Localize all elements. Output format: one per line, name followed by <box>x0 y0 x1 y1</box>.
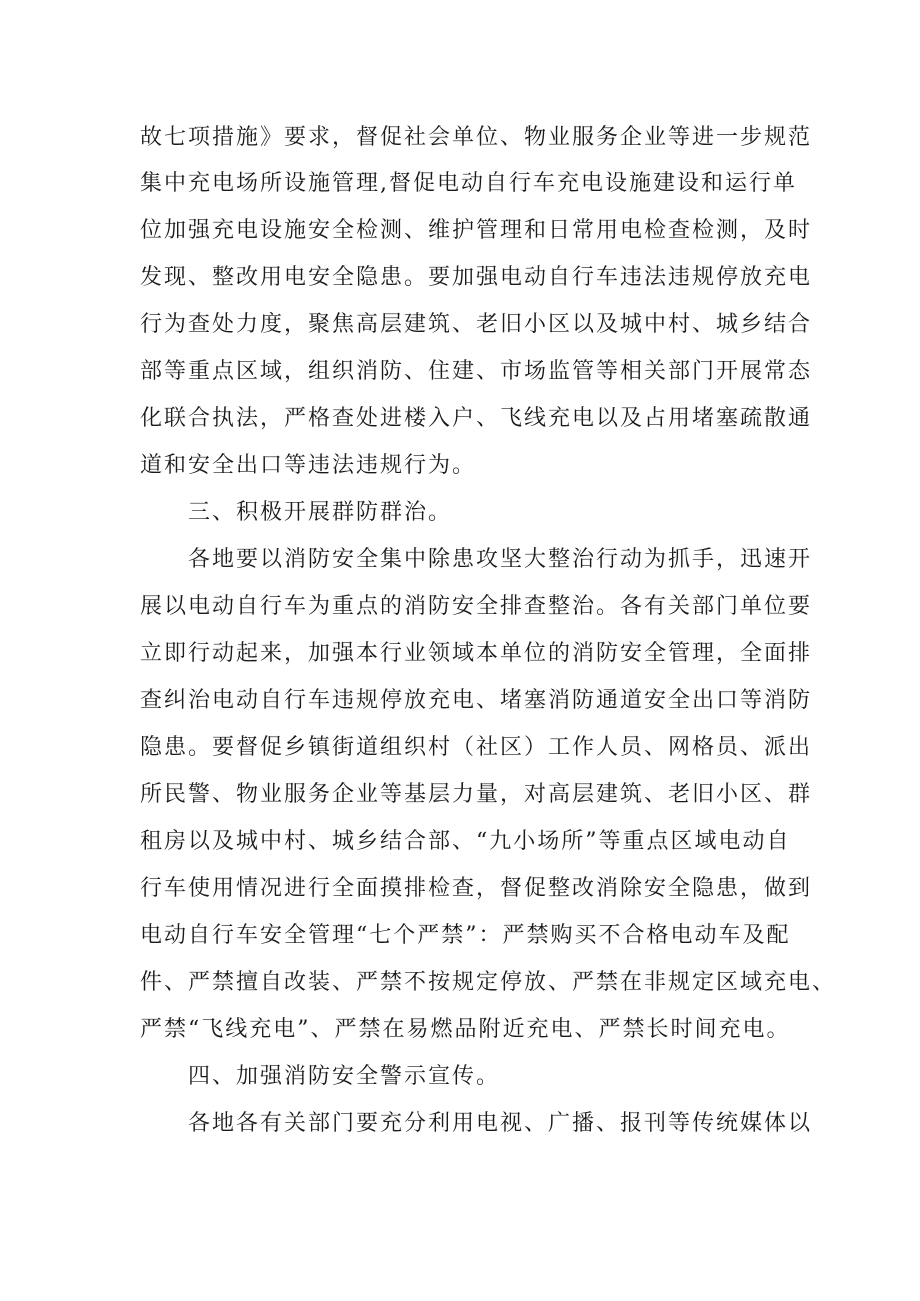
text-line: 租房以及城中村、城乡结合部、“九小场所”等重点区域电动自 <box>140 829 791 854</box>
text-line: 严禁“飞线充电”、严禁在易燃品附近充电、严禁长时间充电。 <box>140 1017 791 1042</box>
text-line: 隐患。要督促乡镇街道组织村（社区）工作人员、网格员、派出 <box>140 735 813 760</box>
text-line: 部等重点区域，组织消防、住建、市场监管等相关部门开展常态 <box>140 359 813 384</box>
text-line: 道和安全出口等违法违规行为。 <box>140 453 477 478</box>
section-heading: 三、积极开展群防群治。 <box>188 500 453 525</box>
text-line: 行为查处力度，聚焦高层建筑、老旧小区以及城中村、城乡结合 <box>140 312 813 337</box>
text-line: 各地要以消防安全集中除患攻坚大整治行动为抓手，迅速开 <box>188 547 813 572</box>
section-heading: 四、加强消防安全警示宣传。 <box>188 1064 501 1089</box>
text-line: 集中充电场所设施管理,督促电动自行车充电设施建设和运行单 <box>140 171 797 196</box>
text-line: 所民警、物业服务企业等基层力量，对高层建筑、老旧小区、群 <box>140 782 813 807</box>
text-line: 故七项措施》要求，督促社会单位、物业服务企业等进一步规范 <box>140 125 813 150</box>
text-line: 发现、整改用电安全隐患。要加强电动自行车违法违规停放充电 <box>140 265 813 290</box>
text-line: 化联合执法，严格查处进楼入户、飞线充电以及占用堵塞疏散通 <box>140 406 813 431</box>
text-line: 电动自行车安全管理“七个严禁”：严禁购买不合格电动车及配 <box>140 923 791 948</box>
text-line: 位加强充电设施安全检测、维护管理和日常用电检查检测，及时 <box>140 218 813 243</box>
text-line: 件、严禁擅自改装、严禁不按规定停放、严禁在非规定区域充电、 <box>140 970 837 995</box>
text-line: 展以电动自行车为重点的消防安全排查整治。各有关部门单位要 <box>140 594 813 619</box>
text-line: 立即行动起来，加强本行业领域本单位的消防安全管理，全面排 <box>140 641 813 666</box>
text-line: 行车使用情况进行全面摸排检查，督促整改消除安全隐患，做到 <box>140 876 813 901</box>
text-line: 查纠治电动自行车违规停放充电、堵塞消防通道安全出口等消防 <box>140 688 813 713</box>
text-line: 各地各有关部门要充分利用电视、广播、报刊等传统媒体以 <box>188 1111 813 1136</box>
